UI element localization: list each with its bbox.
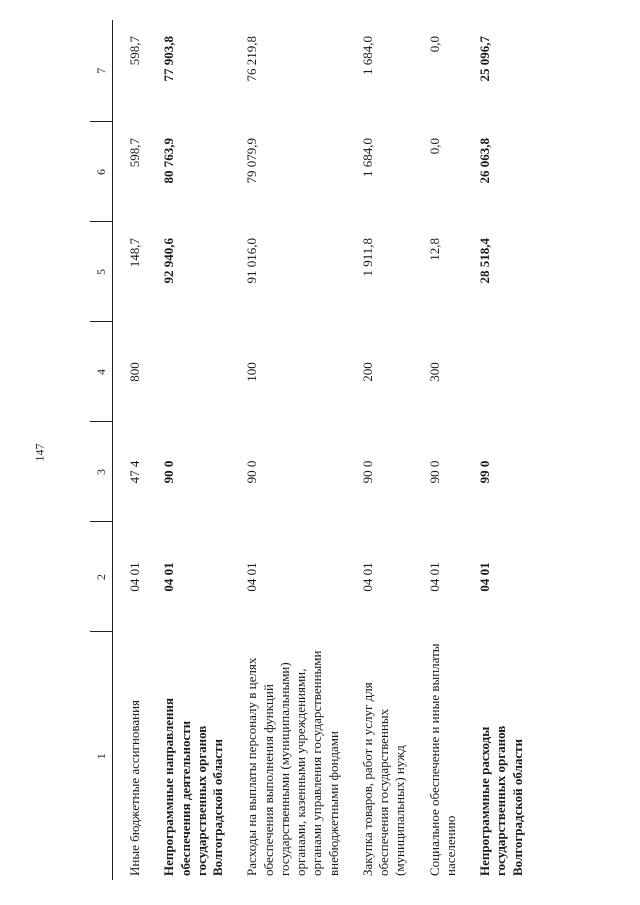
row-name: Непрограммные расходы государственных органов Волгоградской области (477, 725, 525, 876)
row-expense-type (153, 322, 236, 422)
row-value-5: 92 940,6 (161, 238, 177, 284)
row-value-5: 28 518,4 (477, 238, 492, 284)
row-expense-type: 200 (359, 362, 375, 382)
row-expense-type: 300 (426, 362, 442, 382)
table-row (113, 20, 154, 880)
row-expense-type: 100 (244, 362, 260, 382)
table-row (469, 20, 536, 880)
row-value-7: 77 903,8 (161, 36, 177, 82)
row-expense-type: 800 (127, 362, 142, 382)
table-row (352, 20, 419, 880)
table-row (153, 20, 236, 880)
table-row (236, 20, 352, 880)
row-section-code: 04 01 (161, 562, 177, 592)
row-name: Закупка товаров, работ и услуг для обеспечения государственных (муниципальных) нужд (359, 682, 408, 876)
row-value-6: 26 063,8 (477, 138, 492, 184)
budget-table (90, 20, 536, 880)
column-header-1: 1 (90, 632, 113, 880)
row-section-code: 04 01 (477, 562, 492, 592)
row-name: Социальное обеспечение и иные выплаты населению (426, 643, 458, 876)
row-value-7: 1 684,0 (359, 36, 375, 75)
table-header-row (90, 20, 113, 880)
row-target-code: 47 4 (127, 460, 142, 484)
row-value-6: 0,0 (426, 138, 442, 155)
row-value-6: 1 684,0 (359, 138, 375, 177)
row-section-code: 04 01 (244, 562, 260, 592)
column-header-3: 3 (90, 422, 113, 522)
row-target-code: 99 0 (477, 460, 492, 484)
column-header-5: 5 (90, 222, 113, 322)
row-section-code: 04 01 (359, 562, 375, 592)
row-name: Расходы на выплаты персоналу в целях обеспечения выполнения функций государственными (муниципальными) органами, казенными учреждениями, органами управления государственными внебюджетными фондами (244, 650, 341, 876)
row-target-code: 90 0 (161, 460, 177, 484)
row-target-code: 90 0 (359, 460, 375, 484)
row-value-7: 598,7 (127, 36, 142, 66)
row-expense-type (469, 322, 536, 422)
column-header-2: 2 (90, 522, 113, 632)
row-name: Иные бюджетные ассигнования (127, 699, 142, 876)
row-value-5: 148,7 (127, 238, 142, 268)
row-section-code: 04 01 (127, 562, 142, 592)
row-value-6: 79 079,9 (244, 138, 260, 184)
rotated-table-container (90, 20, 560, 880)
table-row (419, 20, 470, 880)
row-value-6: 598,7 (127, 138, 142, 168)
row-value-6: 80 763,9 (161, 138, 177, 184)
row-value-7: 25 096,7 (477, 36, 492, 82)
row-section-code: 04 01 (426, 562, 442, 592)
row-value-7: 0,0 (426, 36, 442, 53)
row-value-5: 91 016,0 (244, 238, 260, 284)
page-number: 147 (32, 443, 47, 462)
row-target-code: 90 0 (244, 460, 260, 484)
row-name: Непрограммные направления обеспечения деятельности государственных органов Волгоградской области (161, 697, 225, 876)
row-value-5: 12,8 (426, 238, 442, 261)
column-header-4: 4 (90, 322, 113, 422)
row-value-5: 1 911,8 (359, 238, 375, 277)
row-target-code: 90 0 (426, 460, 442, 484)
row-value-7: 76 219,8 (244, 36, 260, 82)
column-header-6: 6 (90, 122, 113, 222)
column-header-7: 7 (90, 20, 113, 122)
